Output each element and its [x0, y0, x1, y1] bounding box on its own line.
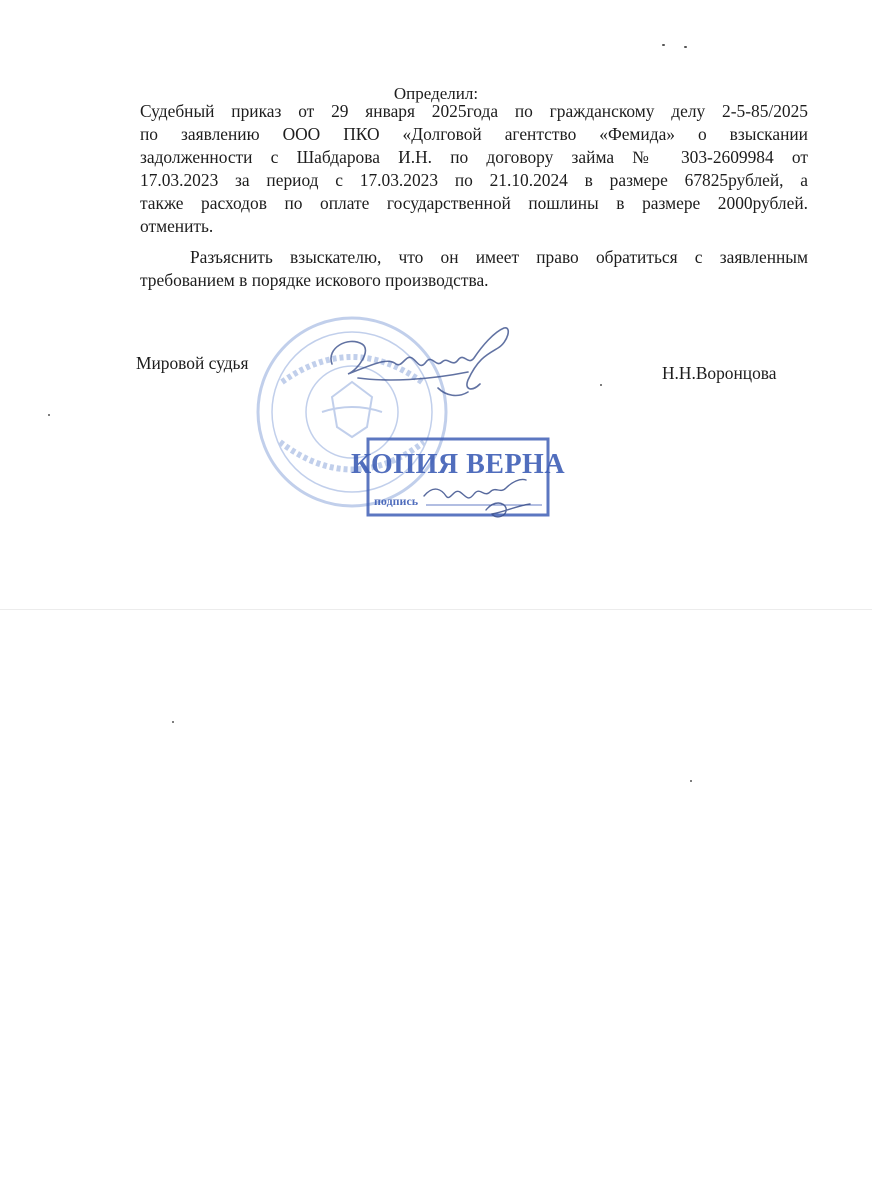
stamp-signature-label: подпись: [374, 494, 419, 508]
judge-title: Мировой судья: [136, 353, 249, 373]
explanation-paragraph: [140, 246, 808, 292]
scan-artifact-line: [0, 609, 872, 610]
order-line-1: Судебный приказ от 29 января 2025года по гражданскому делу 2-5-85/2025: [140, 101, 808, 121]
section-heading: Определил:: [393, 84, 479, 103]
scan-speck: [684, 46, 687, 48]
explanation-line-1: Разъяснить взыскателю, что он имеет право обратиться с заявленным: [190, 247, 808, 267]
scan-speck: [690, 780, 692, 782]
scan-speck: [48, 414, 50, 416]
scan-speck: [172, 721, 174, 723]
order-line-4: 17.03.2023 за период с 17.03.2023 по 21.10.2024 в размере 67825рублей, а: [140, 170, 808, 190]
explanation-line-2: требованием в порядке искового производства.: [140, 270, 489, 290]
stamp-heading: КОПИЯ ВЕРНА: [350, 449, 566, 480]
order-line-3: задолженности с Шабдарова И.Н. по договору займа № 303-2609984 от: [140, 147, 808, 167]
order-line-5: также расходов по оплате государственной пошлины в размере 2000рублей.: [140, 193, 808, 213]
judge-signature-icon: [318, 318, 518, 408]
judge-name: Н.Н.Воронцова: [662, 363, 777, 383]
order-line-6: отменить.: [140, 216, 214, 236]
stamp-signature-icon: [420, 466, 550, 522]
order-line-2: по заявлению ООО ПКО «Долговой агентство «Фемида» о взыскании: [140, 124, 808, 144]
order-paragraph: [140, 100, 808, 238]
scan-speck: [600, 384, 602, 386]
scan-speck: [662, 44, 665, 46]
